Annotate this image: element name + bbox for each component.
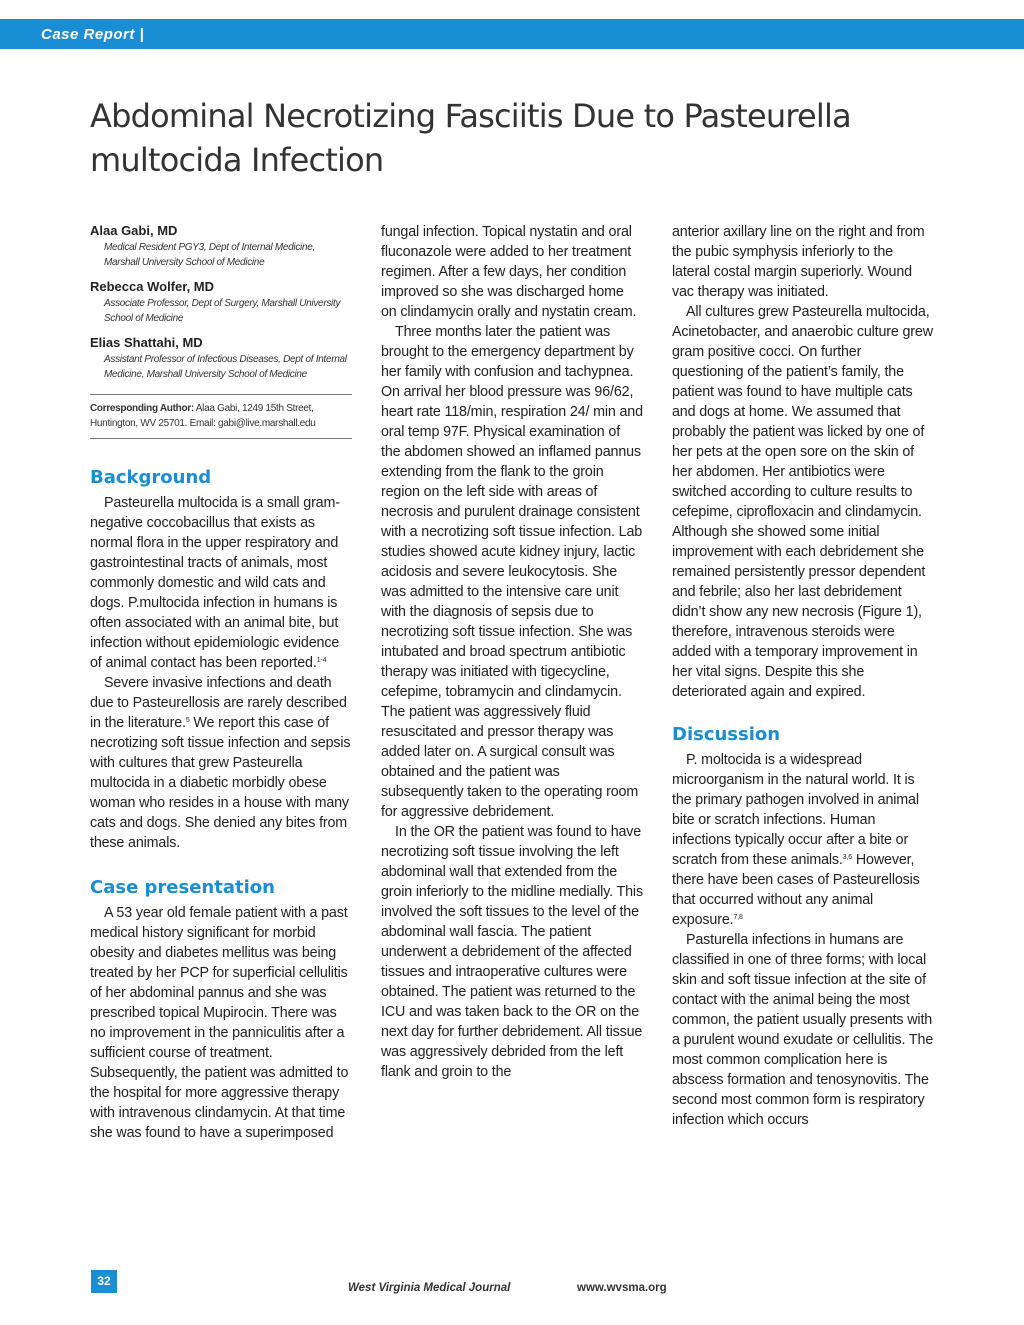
- paragraph-text: We report this case of necrotizing soft tissue infection and sepsis with cultures that grew Pasteurella multocida in a diabetic morbidly obese woman who resides in a house with many cats and dogs. She denied any bites from these animals.: [90, 715, 351, 851]
- paragraph-text: However, there have been cases of Pasteurellosis that occurred without any animal exposure.: [672, 852, 920, 928]
- author-block: [90, 222, 352, 270]
- paragraph: All cultures grew Pasteurella multocida, Acinetobacter, and anaerobic culture grew gram positive cocci. On further questioning of the patient’s family, the patient was found to have multiple cats and dogs at home. We assumed that probably the patient was licked by one of her pets at the open sore on the skin of her abdomen. Her antibiotics were switched according to culture results to cefepime, ciprofloxacin and clindamycin. Although she showed some initial improvement with each debridement she remained persistently pressor dependent and febrile; also her last debridement didn’t show any new necrosis (Figure 1), therefore, intravenous steroids were added with a temporary improvement in her vital signs. Despite this she deteriorated again and expired.: [672, 304, 933, 700]
- heading-background: Background: [90, 467, 212, 488]
- column-2: [381, 222, 643, 1082]
- paragraph-text: P. moltocida is a widespread microorganism in the natural world. It is the primary pathogen involved in animal bite or scratch infections. Human infections typically occur after a bite or scratch from these animals.: [672, 752, 919, 868]
- section-label: Case Report |: [41, 26, 145, 43]
- paragraph: Three months later the patient was brought to the emergency department by her family with confusion and tachypnea. On arrival her blood pressure was 96/62, heart rate 118/min, respiration 24/ min and oral temp 97F. Physical examination of the abdomen showed an inflamed pannus extending from the flank to the groin region on the left side with areas of necrosis and purulent drainage consistent with a necrotizing soft tissue infection. Lab studies showed acute kidney injury, lactic acidosis and severe leukocytosis. She was admitted to the intensive care unit with the diagnosis of sepsis due to necrotizing soft tissue infection. She was intubated and broad spectrum antibiotic therapy was initiated with tigecycline, cefepime, tobramycin and clindamycin. The patient was aggressively fluid resuscitated and pressor therapy was added later on. A surgical consult was obtained and the patient was subsequently taken to the operating room for aggressive debridement.: [381, 324, 643, 820]
- heading-case-presentation: Case presentation: [90, 877, 275, 898]
- column-3: [672, 222, 934, 1130]
- citation: 7,8: [733, 914, 743, 921]
- paragraph-text: Pasteurella multocida is a small gram-negative coccobacillus that exists as normal flora in the upper respiratory and gastrointestinal tracts of animals, most commonly domestic and wild cats and dogs. P.multocida infection in humans is often associated with an animal bite, but infection without epidemiologic evidence of animal contact has been reported.: [90, 495, 340, 671]
- corresponding-text: Alaa Gabi, 1249 15th Street, Huntington, WV 25701. Email: gabi@live.marshall.edu: [90, 403, 316, 429]
- author-name: Rebecca Wolfer, MD: [90, 279, 215, 294]
- author-affiliation: Assistant Professor of Infectious Diseases, Dept of Internal Medicine, Marshall University School of Medicine: [104, 354, 347, 380]
- citation: 5: [185, 717, 190, 724]
- paragraph: Pasturella infections in humans are classified in one of three forms; with local skin and soft tissue infection at the site of contact with the animal being the most common, the patient usually presents with a purulent wound exudate or cellulitis. The most common complication here is abscess formation and tenosynovitis. The second most common form is respiratory infection which occurs: [672, 932, 934, 1128]
- citation: 1-4: [316, 657, 327, 664]
- author-name: Elias Shattahi, MD: [90, 335, 203, 350]
- paragraph: [672, 750, 934, 930]
- paragraph: In the OR the patient was found to have necrotizing soft tissue involving the left abdominal wall that extended from the groin inferiorly to the midline medially. This involved the soft tissues to the level of the abdominal wall fascia. The patient underwent a debridement of the affected tissues and intraoperative cultures were obtained. The patient was returned to the ICU and was taken back to the OR on the next day for further debridement. All tissue was aggressively debrided from the left flank and groin to the: [381, 824, 643, 1080]
- citation: 3,6: [842, 854, 853, 861]
- journal-name: West Virginia Medical Journal: [348, 1282, 511, 1294]
- author-name: Alaa Gabi, MD: [90, 223, 178, 238]
- header-banner: [0, 19, 1024, 49]
- author-affiliation: Associate Professor, Dept of Surgery, Marshall University School of Medicine: [104, 298, 341, 324]
- paragraph: [90, 673, 352, 853]
- column-1: [90, 222, 352, 1143]
- author-affiliation: Medical Resident PGY3, Dept of Internal Medicine, Marshall University School of Medicine: [104, 242, 315, 268]
- heading-discussion: Discussion: [672, 724, 781, 745]
- author-block: [90, 334, 352, 382]
- corresponding-author: [90, 394, 352, 439]
- page-number: 32: [91, 1270, 117, 1293]
- paragraph: A 53 year old female patient with a past medical history significant for morbid obesity and diabetes mellitus was being treated by her PCP for superficial cellulitis of her abdominal pannus and she was prescribed topical Mupirocin. There was no improvement in the panniculitis after a sufficient course of treatment. Subsequently, the patient was admitted to the hospital for more aggressive therapy with intravenous clindamycin. At that time she was found to have a superimposed: [90, 905, 349, 1141]
- paragraph: anterior axillary line on the right and from the pubic symphysis inferiorly to the lateral costal margin superiorly. Wound vac therapy was initiated.: [672, 224, 925, 300]
- paragraph-text: Severe invasive infections and death due to Pasteurellosis are rarely described in the literature.: [90, 675, 347, 731]
- journal-website: www.wvsma.org: [577, 1282, 667, 1294]
- author-block: [90, 278, 352, 326]
- corresponding-label: Corresponding Author:: [90, 403, 194, 414]
- paragraph: fungal infection. Topical nystatin and oral fluconazole were added to her treatment regimen. After a few days, her condition improved so she was discharged home on clindamycin orally and nystatin cream.: [381, 224, 637, 320]
- paragraph: [90, 493, 352, 673]
- article-title: Abdominal Necrotizing Fasciitis Due to Pasteurella multocida Infection: [90, 97, 851, 179]
